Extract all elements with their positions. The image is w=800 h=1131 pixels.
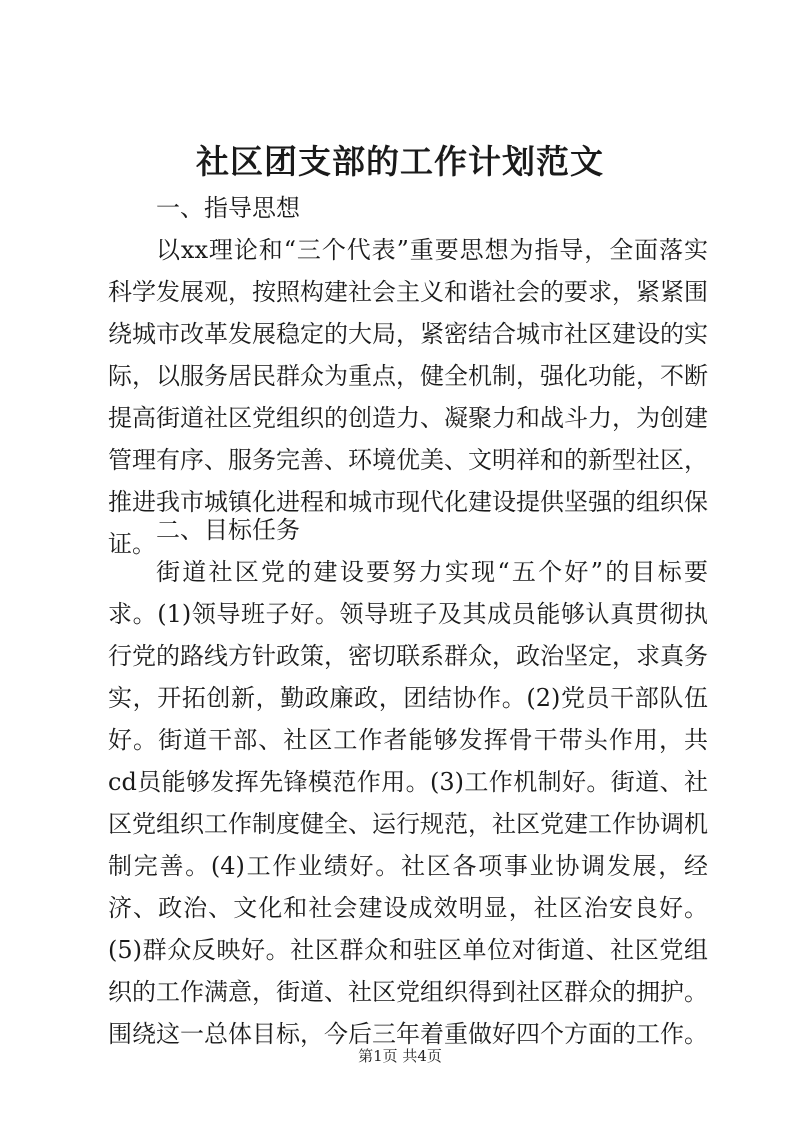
document-title: 社区团支部的工作计划范文 (196, 142, 604, 181)
section-paragraph-guiding-thought: 以xx理论和“三个代表”重要思想为指导，全面落实科学发展观，按照构建社会主义和谐社会的要求，紧紧围绕城市改革发展稳定的大局，紧密结合城市社区建设的实际，以服务居民群众为重点，健全机制，强化功能，不断提高街道社区党组织的创造力、凝聚力和战斗力，为创建管理有序、服务完善、环境优美、文明祥和的新型社区，推进我市城镇化进程和城市现代化建设提供坚强的组织保证。 (108, 236, 708, 558)
section-paragraph-goals-tasks: 街道社区党的建设要努力实现“五个好”的目标要求。(1)领导班子好。领导班子及其成员能够认真贯彻执行党的路线方针政策，密切联系群众，政治坚定，求真务实，开拓创新，勤政廉政，团结协作。(2)党员干部队伍好。街道干部、社区工作者能够发挥骨干带头作用，共cd员能够发挥先锋模范作用。(3)工作机制好。街道、社区党组织工作制度健全、运行规范，社区党建工作协调机制完善。(4)工作业绩好。社区各项事业协调发展，经济、政治、文化和社会建设成效明显，社区治安良好。(5)群众反映好。社区群众和驻区单位对街道、社区党组织的工作满意，街道、社区党组织得到社区群众的拥护。围绕这一总体目标，今后三年着重做好四个方面的工作。 (108, 558, 708, 1048)
page-footer: 第1页 共4页 (358, 1047, 442, 1065)
section-heading-guiding-thought: 一、指导思想 (156, 194, 300, 222)
section-heading-goals-tasks: 二、目标任务 (156, 516, 300, 544)
